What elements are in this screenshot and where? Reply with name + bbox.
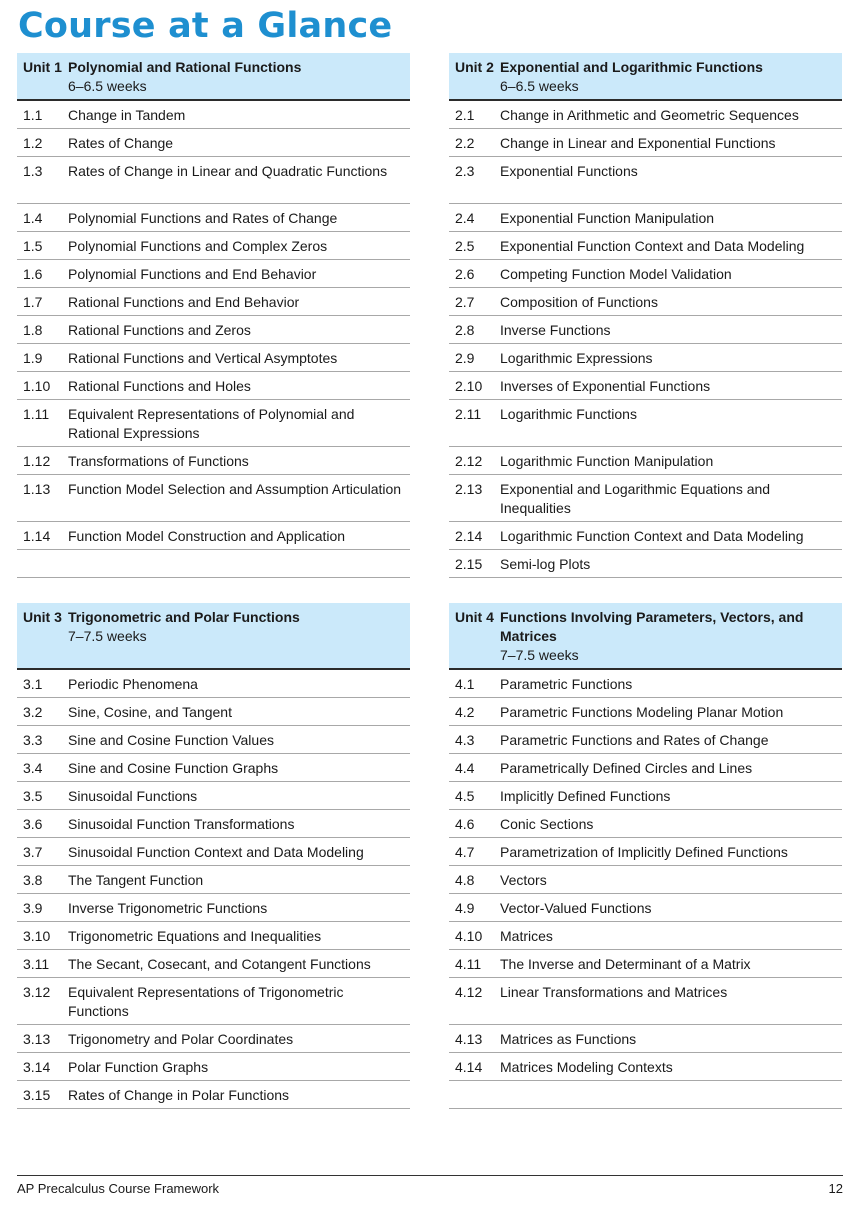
topic-row	[17, 101, 410, 129]
unit-label: Unit 1	[23, 59, 62, 75]
topic-number: 3.8	[23, 872, 43, 888]
unit-header	[17, 53, 410, 101]
unit-weeks: 7–7.5 weeks	[500, 647, 579, 663]
topic-name: Inverse Trigonometric Functions	[68, 900, 268, 916]
topic-name: Composition of Functions	[500, 294, 658, 310]
topic-number: 2.15	[455, 556, 483, 572]
topic-name: Logarithmic Function Manipulation	[500, 453, 714, 469]
topic-row	[17, 522, 410, 550]
topic-name: Change in Linear and Exponential Functions	[500, 135, 776, 151]
topic-row	[17, 204, 410, 232]
topic-row	[17, 157, 410, 204]
unit-label: Unit 3	[23, 609, 62, 625]
topic-name: Rational Functions and End Behavior	[68, 294, 300, 310]
topic-row	[449, 1025, 842, 1053]
topic-name: Equivalent Representations of Trigonometric Functions	[68, 984, 344, 1019]
topic-name: The Inverse and Determinant of a Matrix	[500, 956, 751, 972]
topic-row	[17, 400, 410, 447]
topic-number: 3.14	[23, 1059, 51, 1075]
unit-title: Exponential and Logarithmic Functions	[500, 59, 763, 75]
topic-row	[17, 922, 410, 950]
topic-name: Parametric Functions and Rates of Change	[500, 732, 769, 748]
topic-name: Transformations of Functions	[68, 453, 249, 469]
topic-row	[17, 754, 410, 782]
topic-name: Vectors	[500, 872, 547, 888]
topic-name: Logarithmic Function Context and Data Modeling	[500, 528, 804, 544]
topic-row	[449, 550, 842, 578]
topic-name: Linear Transformations and Matrices	[500, 984, 728, 1000]
topic-row	[449, 129, 842, 157]
topic-name: Exponential Functions	[500, 163, 638, 179]
topic-number: 4.12	[455, 984, 483, 1000]
topic-row	[449, 260, 842, 288]
topic-row	[449, 698, 842, 726]
unit-weeks: 6–6.5 weeks	[68, 78, 147, 94]
topic-row	[17, 1081, 410, 1109]
topic-name: Trigonometry and Polar Coordinates	[68, 1031, 294, 1047]
topic-number: 4.13	[455, 1031, 483, 1047]
unit-4-table	[449, 603, 842, 1109]
topic-name	[500, 1086, 842, 1105]
topic-name: Sine and Cosine Function Values	[68, 732, 274, 748]
topic-row	[449, 670, 842, 698]
topic-name: Trigonometric Equations and Inequalities	[68, 928, 322, 944]
topic-number: 4.8	[455, 872, 475, 888]
topic-number: 1.5	[23, 238, 43, 254]
topic-name: Competing Function Model Validation	[500, 266, 732, 282]
topic-number: 2.7	[455, 294, 475, 310]
topic-row	[17, 866, 410, 894]
topic-name: The Secant, Cosecant, and Cotangent Functions	[68, 956, 371, 972]
footer-page-number: 12	[828, 1181, 843, 1196]
topic-number: 4.3	[455, 732, 475, 748]
topic-row	[449, 316, 842, 344]
topic-number: 2.12	[455, 453, 483, 469]
topic-name: Function Model Selection and Assumption Articulation	[68, 481, 402, 497]
topic-row	[449, 782, 842, 810]
topic-number: 2.4	[455, 210, 475, 226]
topic-name: Rates of Change in Polar Functions	[68, 1087, 290, 1103]
topic-number: 4.6	[455, 816, 475, 832]
topic-row	[17, 810, 410, 838]
topic-name: Implicitly Defined Functions	[500, 788, 671, 804]
topic-number: 3.11	[23, 956, 50, 972]
topic-row	[449, 157, 842, 204]
topic-row	[17, 316, 410, 344]
topic-row	[449, 866, 842, 894]
topic-name: Polynomial Functions and Rates of Change	[68, 210, 338, 226]
topic-row	[449, 978, 842, 1025]
topic-name: Rational Functions and Zeros	[68, 322, 251, 338]
topic-name: Parametric Functions	[500, 676, 633, 692]
topic-name: Exponential and Logarithmic Equations and Inequalities	[500, 481, 771, 516]
topic-row	[449, 232, 842, 260]
topic-row	[449, 950, 842, 978]
topic-number: 4.11	[455, 956, 482, 972]
topic-row	[449, 400, 842, 447]
topic-name: Polynomial Functions and End Behavior	[68, 266, 317, 282]
topic-name: Polar Function Graphs	[68, 1059, 209, 1075]
topic-number: 1.10	[23, 378, 51, 394]
unit-label: Unit 4	[455, 609, 494, 625]
empty-row	[449, 1081, 842, 1109]
topic-name: Rational Functions and Holes	[68, 378, 251, 394]
topic-number: 1.7	[23, 294, 43, 310]
topic-name: Parametrization of Implicitly Defined Functions	[500, 844, 788, 860]
topic-name: Parametric Functions Modeling Planar Motion	[500, 704, 784, 720]
topic-name: Exponential Function Manipulation	[500, 210, 715, 226]
topic-number: 4.4	[455, 760, 475, 776]
topic-row	[449, 372, 842, 400]
topic-row	[449, 522, 842, 550]
topic-name: Sinusoidal Function Transformations	[68, 816, 295, 832]
topic-row	[449, 726, 842, 754]
topic-number: 4.9	[455, 900, 475, 916]
topic-number: 2.13	[455, 481, 483, 497]
topic-number	[17, 555, 68, 574]
topic-name: Rates of Change	[68, 135, 174, 151]
topic-number: 1.6	[23, 266, 43, 282]
topic-number: 3.5	[23, 788, 43, 804]
topic-number: 1.8	[23, 322, 43, 338]
topic-name	[68, 555, 410, 574]
topic-number: 1.13	[23, 481, 51, 497]
topic-number: 2.11	[455, 406, 482, 422]
unit-label: Unit 2	[455, 59, 494, 75]
topic-name: Logarithmic Expressions	[500, 350, 653, 366]
topic-number: 2.1	[455, 107, 475, 123]
topic-row	[449, 1053, 842, 1081]
topic-name: Matrices as Functions	[500, 1031, 637, 1047]
topic-row	[17, 129, 410, 157]
topic-row	[449, 101, 842, 129]
topic-row	[17, 782, 410, 810]
topic-number: 1.14	[23, 528, 51, 544]
topic-row	[17, 447, 410, 475]
topic-row	[17, 698, 410, 726]
topic-name: Rational Functions and Vertical Asymptotes	[68, 350, 338, 366]
topic-row	[17, 260, 410, 288]
topic-row	[17, 838, 410, 866]
topic-name: Logarithmic Functions	[500, 406, 637, 422]
topic-number: 3.15	[23, 1087, 51, 1103]
topic-number: 1.3	[23, 163, 43, 179]
topic-name: Exponential Function Context and Data Modeling	[500, 238, 805, 254]
topic-number: 2.10	[455, 378, 483, 394]
topic-name: Parametrically Defined Circles and Lines	[500, 760, 753, 776]
topic-number: 2.6	[455, 266, 475, 282]
topic-number: 1.4	[23, 210, 43, 226]
topic-number: 3.9	[23, 900, 43, 916]
topic-number: 1.12	[23, 453, 51, 469]
topic-number: 2.3	[455, 163, 475, 179]
topic-number: 2.9	[455, 350, 475, 366]
topic-name: The Tangent Function	[68, 872, 204, 888]
topic-number: 4.1	[455, 676, 475, 692]
topic-row	[449, 810, 842, 838]
topic-number: 3.7	[23, 844, 43, 860]
topic-row	[449, 204, 842, 232]
topic-name: Rates of Change in Linear and Quadratic Functions	[68, 163, 388, 179]
topic-row	[449, 922, 842, 950]
topic-row	[17, 288, 410, 316]
topic-row	[449, 754, 842, 782]
topic-number: 1.11	[23, 406, 50, 422]
topic-name: Function Model Construction and Application	[68, 528, 346, 544]
unit-title: Polynomial and Rational Functions	[68, 59, 302, 75]
topic-number: 4.5	[455, 788, 475, 804]
topic-number: 3.3	[23, 732, 43, 748]
empty-row	[17, 550, 410, 578]
topic-number: 2.2	[455, 135, 475, 151]
topic-name: Semi-log Plots	[500, 556, 591, 572]
topic-row	[17, 670, 410, 698]
topic-number: 4.2	[455, 704, 475, 720]
topic-number: 4.14	[455, 1059, 483, 1075]
topic-name: Inverses of Exponential Functions	[500, 378, 711, 394]
topic-name: Conic Sections	[500, 816, 594, 832]
topic-row	[449, 344, 842, 372]
topic-row	[17, 1025, 410, 1053]
topic-row	[17, 894, 410, 922]
topic-number: 4.10	[455, 928, 483, 944]
topic-number: 2.8	[455, 322, 475, 338]
unit-header	[17, 603, 410, 670]
topic-name: Sine and Cosine Function Graphs	[68, 760, 279, 776]
topic-name: Sinusoidal Functions	[68, 788, 198, 804]
topic-row	[17, 475, 410, 522]
topic-row	[17, 372, 410, 400]
topic-number: 4.7	[455, 844, 475, 860]
unit-weeks: 7–7.5 weeks	[68, 628, 147, 644]
topic-number: 3.4	[23, 760, 43, 776]
topic-number: 1.2	[23, 135, 43, 151]
topic-row	[449, 447, 842, 475]
topic-number: 1.9	[23, 350, 43, 366]
topic-name: Polynomial Functions and Complex Zeros	[68, 238, 328, 254]
topic-row	[17, 978, 410, 1025]
topic-row	[449, 894, 842, 922]
topic-row	[17, 950, 410, 978]
topic-number	[449, 1086, 500, 1105]
topic-number: 1.1	[23, 107, 43, 123]
footer-divider	[17, 1175, 843, 1176]
topic-row	[449, 475, 842, 522]
topic-name: Matrices Modeling Contexts	[500, 1059, 673, 1075]
topic-number: 3.10	[23, 928, 51, 944]
topic-number: 3.1	[23, 676, 43, 692]
topic-row	[17, 726, 410, 754]
unit-title: Trigonometric and Polar Functions	[68, 609, 300, 625]
unit-header	[449, 603, 842, 670]
topic-name: Equivalent Representations of Polynomial and Rational Expressions	[68, 406, 355, 441]
topic-name: Inverse Functions	[500, 322, 611, 338]
topic-row	[449, 288, 842, 316]
topic-name: Matrices	[500, 928, 553, 944]
topic-number: 2.14	[455, 528, 483, 544]
topic-name: Change in Tandem	[68, 107, 186, 123]
topic-row	[17, 1053, 410, 1081]
topic-row	[17, 344, 410, 372]
topic-name: Sine, Cosine, and Tangent	[68, 704, 232, 720]
topic-name: Vector-Valued Functions	[500, 900, 652, 916]
topic-number: 3.13	[23, 1031, 51, 1047]
unit-2-table	[449, 53, 842, 578]
unit-header	[449, 53, 842, 101]
topic-name: Periodic Phenomena	[68, 676, 198, 692]
topic-number: 2.5	[455, 238, 475, 254]
unit-3-table	[17, 603, 410, 1109]
unit-title: Functions Involving Parameters, Vectors, and Matrices	[500, 609, 804, 644]
topic-number: 3.6	[23, 816, 43, 832]
topic-row	[449, 838, 842, 866]
topic-number: 3.2	[23, 704, 43, 720]
unit-1-table	[17, 53, 410, 578]
footer-document-title: AP Precalculus Course Framework	[17, 1181, 220, 1196]
page-title: Course at a Glance	[18, 6, 393, 46]
topic-row	[17, 232, 410, 260]
topic-number: 3.12	[23, 984, 51, 1000]
unit-weeks: 6–6.5 weeks	[500, 78, 579, 94]
topic-name: Change in Arithmetic and Geometric Sequences	[500, 107, 799, 123]
topic-name: Sinusoidal Function Context and Data Modeling	[68, 844, 364, 860]
